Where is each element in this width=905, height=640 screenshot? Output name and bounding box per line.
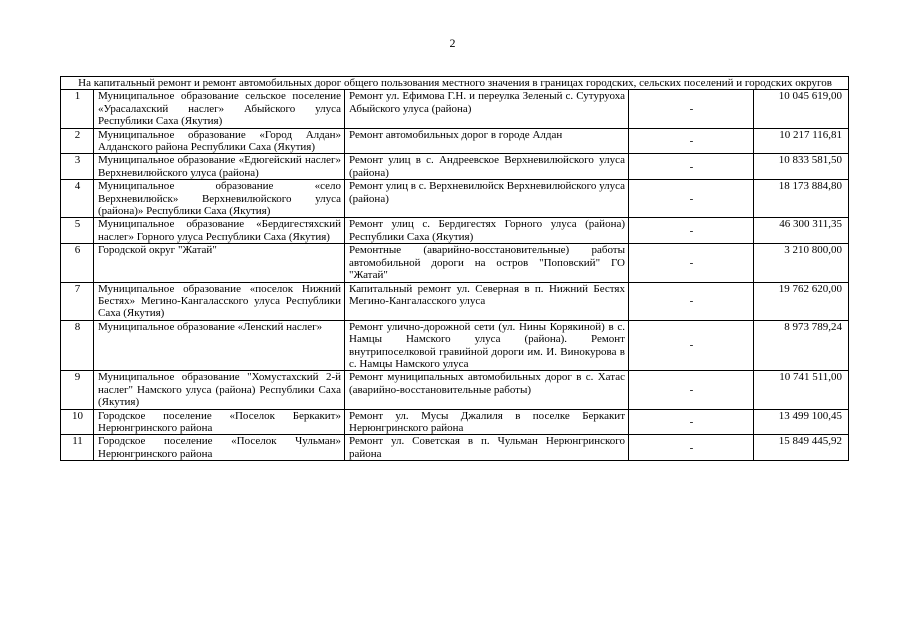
amount-cell: 18 173 884,80	[754, 180, 849, 218]
table-row	[61, 154, 849, 180]
row-number: 11	[61, 435, 94, 461]
row-number: 6	[61, 244, 94, 282]
work-description-cell: Ремонт улиц в с. Андреевское Верхневилюйского улуса (района)	[345, 154, 629, 180]
row-number: 7	[61, 282, 94, 320]
work-description-cell: Ремонт улиц в с. Верхневилюйск Верхневилюйского улуса (района)	[345, 180, 629, 218]
funding-table	[60, 76, 849, 461]
work-description-cell: Ремонтные (аварийно-восстановительные) работы автомобильной дороги на остров "Поповский" ГО "Жатай"	[345, 244, 629, 282]
amount-cell: 10 741 511,00	[754, 371, 849, 409]
table-row	[61, 435, 849, 461]
work-description-cell: Ремонт ул. Мусы Джалиля в поселке Беркакит Нерюнгринского района	[345, 409, 629, 435]
row-number: 2	[61, 128, 94, 154]
dash-cell: -	[629, 90, 754, 128]
amount-cell: 8 973 789,24	[754, 320, 849, 371]
work-description-cell: Ремонт улично-дорожной сети (ул. Нины Корякиной) в с. Намцы Намского улуса (района). Ремонт внутрипоселковой гравийной дороги им. И. Винокурова в с. Намцы Намского улуса	[345, 320, 629, 371]
municipality-cell: Муниципальное образование "Хомустахский 2-й наслег" Намского улуса (района) Республики Саха (Якутия)	[94, 371, 345, 409]
row-number: 9	[61, 371, 94, 409]
amount-cell: 3 210 800,00	[754, 244, 849, 282]
amount-cell: 15 849 445,92	[754, 435, 849, 461]
work-description-cell: Ремонт улиц с. Бердигестях Горного улуса (района) Республики Саха (Якутия)	[345, 218, 629, 244]
table-row	[61, 218, 849, 244]
municipality-cell: Муниципальное образование «Едюгейский наслег» Верхневилюйского улуса (района)	[94, 154, 345, 180]
amount-cell: 13 499 100,45	[754, 409, 849, 435]
row-number: 5	[61, 218, 94, 244]
table-row	[61, 90, 849, 128]
work-description-cell: Ремонт автомобильных дорог в городе Алдан	[345, 128, 629, 154]
municipality-cell: Муниципальное образование «Ленский наслег»	[94, 320, 345, 371]
dash-cell: -	[629, 154, 754, 180]
row-number: 1	[61, 90, 94, 128]
dash-cell: -	[629, 218, 754, 244]
table-row	[61, 371, 849, 409]
section-header: На капитальный ремонт и ремонт автомобильных дорог общего пользования местного значения в границах городских, сельских поселений и городских округов	[61, 77, 849, 90]
dash-cell: -	[629, 128, 754, 154]
work-description-cell: Ремонт ул. Ефимова Г.Н. и переулка Зеленый с. Сутуруоха Абыйского улуса (района)	[345, 90, 629, 128]
dash-cell: -	[629, 435, 754, 461]
table-row	[61, 282, 849, 320]
table-row	[61, 320, 849, 371]
page-number: 2	[449, 36, 456, 50]
dash-cell: -	[629, 371, 754, 409]
municipality-cell: Муниципальное образование «Город Алдан» Алданского района Республики Саха (Якутия)	[94, 128, 345, 154]
dash-cell: -	[629, 282, 754, 320]
row-number: 8	[61, 320, 94, 371]
row-number: 3	[61, 154, 94, 180]
row-number: 4	[61, 180, 94, 218]
table-row	[61, 244, 849, 282]
table-row	[61, 128, 849, 154]
dash-cell: -	[629, 409, 754, 435]
amount-cell: 46 300 311,35	[754, 218, 849, 244]
amount-cell: 10 217 116,81	[754, 128, 849, 154]
dash-cell: -	[629, 244, 754, 282]
municipality-cell: Муниципальное образование «поселок Нижний Бестях» Мегино-Кангаласского улуса Республики Саха (Якутия)	[94, 282, 345, 320]
municipality-cell: Муниципальное образование сельское поселение «Урасалахский наслег» Абыйского улуса Республики Саха (Якутия)	[94, 90, 345, 128]
amount-cell: 10 833 581,50	[754, 154, 849, 180]
dash-cell: -	[629, 320, 754, 371]
amount-cell: 10 045 619,00	[754, 90, 849, 128]
work-description-cell: Ремонт ул. Советская в п. Чульман Нерюнгринского района	[345, 435, 629, 461]
municipality-cell: Муниципальное образование «Бердигестяхский наслег» Горного улуса Республики Саха (Якутия)	[94, 218, 345, 244]
municipality-cell: Городское поселение «Поселок Беркакит» Нерюнгринского района	[94, 409, 345, 435]
municipality-cell: Городской округ "Жатай"	[94, 244, 345, 282]
amount-cell: 19 762 620,00	[754, 282, 849, 320]
work-description-cell: Ремонт муниципальных автомобильных дорог в с. Хатас (аварийно-восстановительные работы)	[345, 371, 629, 409]
row-number: 10	[61, 409, 94, 435]
table-row	[61, 409, 849, 435]
table-row	[61, 180, 849, 218]
municipality-cell: Городское поселение «Поселок Чульман» Нерюнгринского района	[94, 435, 345, 461]
municipality-cell: Муниципальное образование «село Верхневилюйск» Верхневилюйского улуса (района)» Республики Саха (Якутия)	[94, 180, 345, 218]
work-description-cell: Капитальный ремонт ул. Северная в п. Нижний Бестях Мегино-Кангаласского улуса	[345, 282, 629, 320]
dash-cell: -	[629, 180, 754, 218]
section-header-row	[61, 77, 849, 90]
